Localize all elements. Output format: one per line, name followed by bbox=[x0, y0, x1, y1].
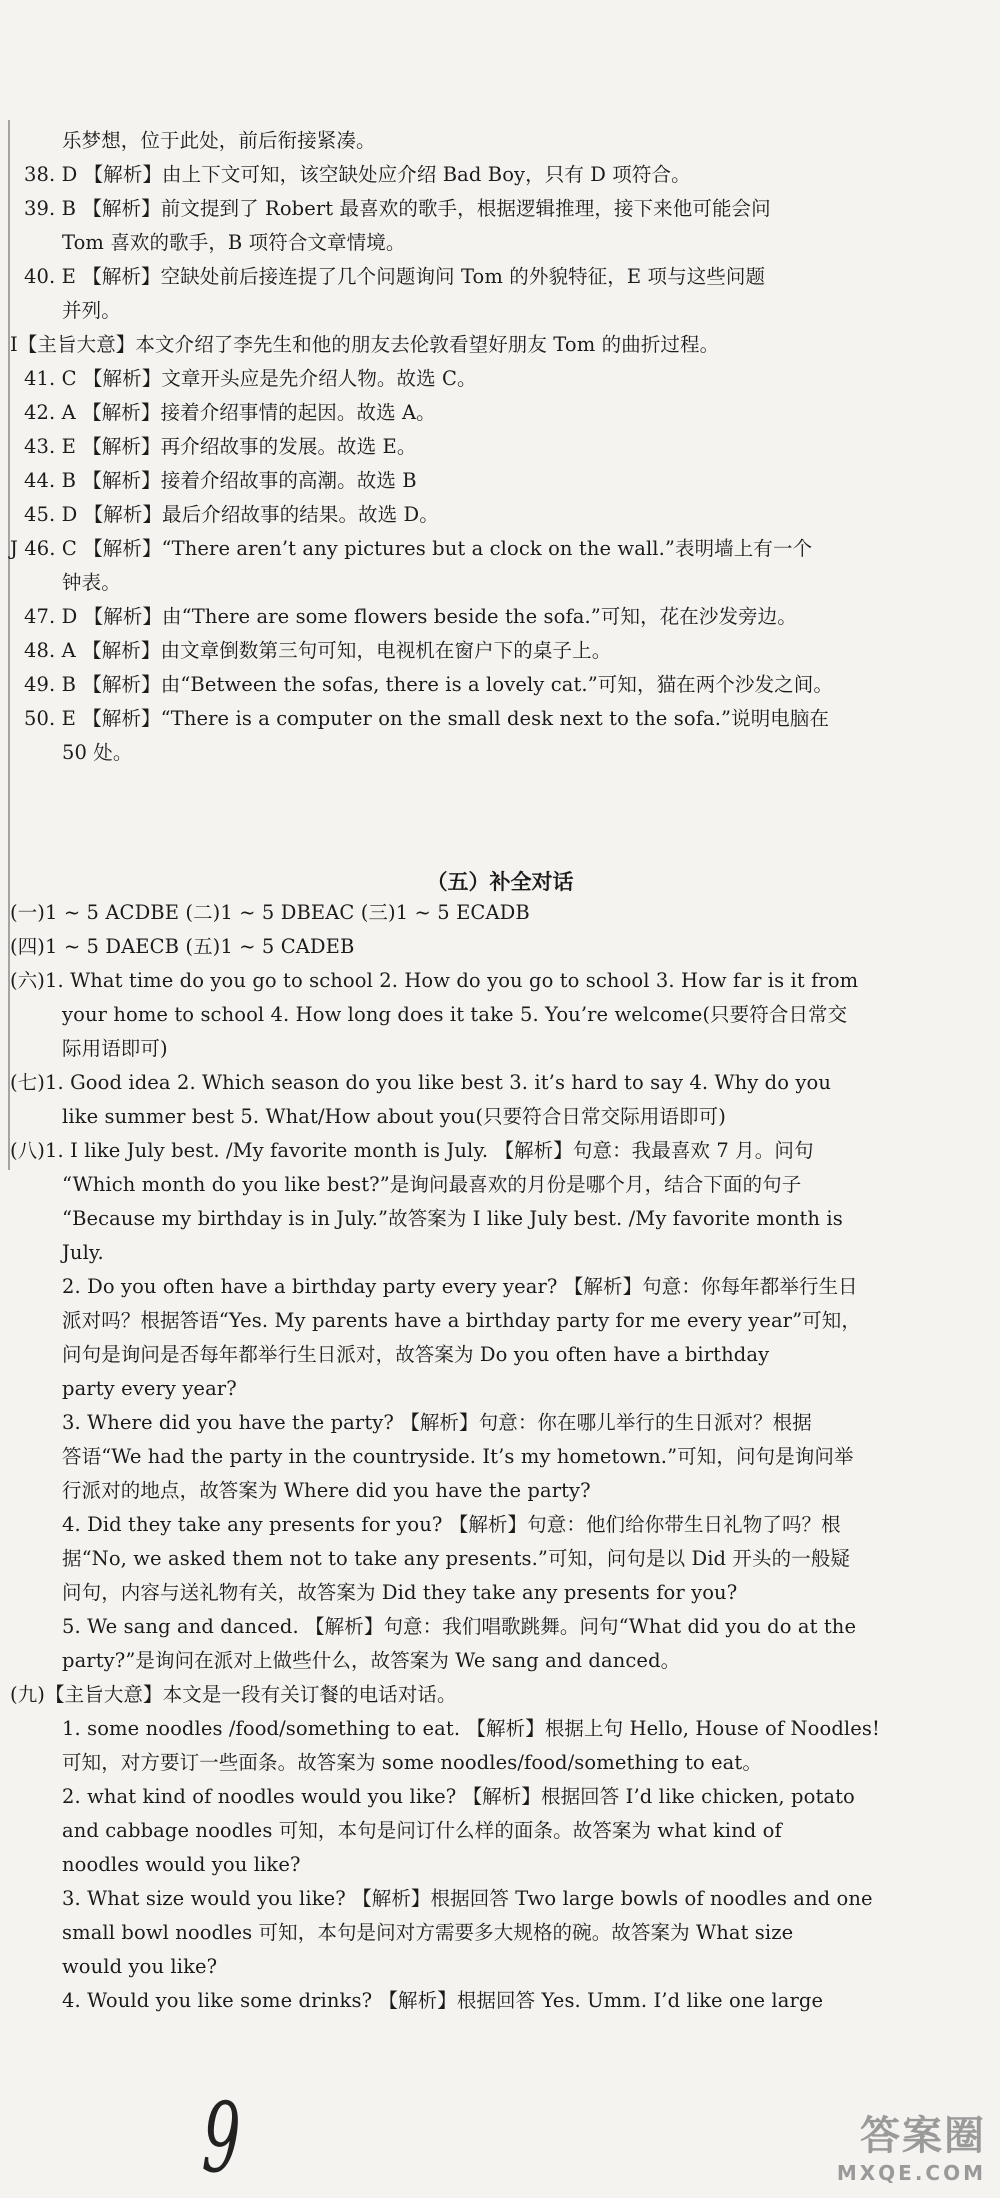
answer-line: 钟表。 bbox=[62, 571, 121, 594]
answer-line: 据“No, we asked them not to take any presents.”可知，问句是以 Did 开头的一般疑 bbox=[62, 1547, 851, 1570]
answer-line: (七)1. Good idea 2. Which season do you like best 3. it’s hard to say 4. Why do you bbox=[10, 1071, 832, 1094]
answer-line: 3. What size would you like? 【解析】根据回答 Two large bowls of noodles and one bbox=[62, 1887, 873, 1910]
answer-line: 41. C 【解析】文章开头应是先介绍人物。故选 C。 bbox=[24, 367, 477, 390]
answer-line: July. bbox=[62, 1241, 104, 1264]
answer-line: 2. what kind of noodles would you like? 【解析】根据回答 I’d like chicken, potato bbox=[62, 1785, 855, 1808]
watermark-text: 答案圈 bbox=[860, 2113, 986, 2159]
watermark-logo bbox=[837, 2104, 986, 2185]
answer-line: 47. D 【解析】由“There are some flowers beside the sofa.”可知，花在沙发旁边。 bbox=[24, 605, 797, 628]
answer-line: 48. A 【解析】由文章倒数第三句可知，电视机在窗户下的桌子上。 bbox=[24, 639, 612, 662]
answer-line: 2. Do you often have a birthday party every year? 【解析】句意：你每年都举行生日 bbox=[62, 1275, 858, 1298]
answer-line: 42. A 【解析】接着介绍事情的起因。故选 A。 bbox=[24, 401, 436, 424]
answer-line: and cabbage noodles 可知，本句是问订什么样的面条。故答案为 what kind of bbox=[62, 1819, 782, 1842]
answer-line: (九)【主旨大意】本文是一段有关订餐的电话对话。 bbox=[10, 1683, 457, 1706]
answer-line: 4. Would you like some drinks? 【解析】根据回答 Yes. Umm. I’d like one large bbox=[62, 1989, 824, 2012]
answer-line: 38. D 【解析】由上下文可知，该空缺处应介绍 Bad Boy，只有 D 项符合。 bbox=[24, 163, 691, 186]
watermark-url: MXQE.COM bbox=[836, 2161, 986, 2185]
answer-line: 可知，对方要订一些面条。故答案为 some noodles/food/something to eat。 bbox=[62, 1751, 762, 1774]
answer-line: 行派对的地点，故答案为 Where did you have the party? bbox=[62, 1479, 591, 1502]
answer-line: your home to school 4. How long does it take 5. You’re welcome(只要符合日常交 bbox=[62, 1003, 848, 1026]
answer-line: 45. D 【解析】最后介绍故事的结果。故选 D。 bbox=[24, 503, 439, 526]
answer-line: (六)1. What time do you go to school 2. How do you go to school 3. How far is it from bbox=[10, 969, 859, 992]
answer-line: 并列。 bbox=[62, 299, 121, 322]
handwritten-page-number: 9 bbox=[200, 2080, 243, 2198]
answer-line: party every year? bbox=[62, 1377, 237, 1400]
answer-line: “Because my birthday is in July.”故答案为 I like July best. /My favorite month is bbox=[62, 1207, 843, 1230]
answer-line: 50. E 【解析】“There is a computer on the small desk next to the sofa.”说明电脑在 bbox=[24, 707, 830, 730]
answer-line: 43. E 【解析】再介绍故事的发展。故选 E。 bbox=[24, 435, 417, 458]
answer-line: party?”是询问在派对上做些什么，故答案为 We sang and danced。 bbox=[62, 1649, 681, 1672]
answer-line: 答语“We had the party in the countryside. It’s my hometown.”可知，问句是询问举 bbox=[62, 1445, 854, 1468]
answer-line: 39. B 【解析】前文提到了 Robert 最喜欢的歌手，根据逻辑推理，接下来他可能会问 bbox=[24, 197, 771, 220]
answer-line: J 46. C 【解析】“There aren’t any pictures but a clock on the wall.”表明墙上有一个 bbox=[10, 537, 813, 560]
answer-line: 49. B 【解析】由“Between the sofas, there is a lovely cat.”可知，猫在两个沙发之间。 bbox=[24, 673, 833, 696]
answer-line: 3. Where did you have the party? 【解析】句意：你在哪儿举行的生日派对？根据 bbox=[62, 1411, 812, 1434]
answer-line: Tom 喜欢的歌手，B 项符合文章情境。 bbox=[62, 231, 406, 254]
answer-line: would you like? bbox=[62, 1955, 218, 1978]
answer-line: 50 处。 bbox=[62, 741, 133, 764]
answer-line: 际用语即可) bbox=[62, 1037, 168, 1060]
answer-line: 问句是询问是否每年都举行生日派对，故答案为 Do you often have a birthday bbox=[62, 1343, 770, 1366]
answer-line: small bowl noodles 可知，本句是问对方需要多大规格的碗。故答案为 What size bbox=[62, 1921, 794, 1944]
answer-line: “Which month do you like best?”是询问最喜欢的月份是哪个月，结合下面的句子 bbox=[62, 1173, 802, 1196]
answer-line: (八)1. I like July best. /My favorite month is July. 【解析】句意：我最喜欢 7 月。问句 bbox=[10, 1139, 814, 1162]
answer-line: 5. We sang and danced. 【解析】句意：我们唱歌跳舞。问句“What did you do at the bbox=[62, 1615, 857, 1638]
answer-line: (一)1 ~ 5 ACDBE (二)1 ~ 5 DBEAC (三)1 ~ 5 ECADB bbox=[10, 901, 530, 924]
answer-line: 1. some noodles /food/something to eat. 【解析】根据上句 Hello, House of Noodles! bbox=[62, 1717, 880, 1740]
answer-line: 派对吗？根据答语“Yes. My parents have a birthday party for me every year”可知， bbox=[62, 1309, 861, 1332]
answer-line: noodles would you like? bbox=[62, 1853, 301, 1876]
answer-line: 问句，内容与送礼物有关，故答案为 Did they take any presents for you? bbox=[62, 1581, 738, 1604]
section-title-complete-dialogue: （五）补全对话 bbox=[426, 870, 574, 894]
answer-line: 40. E 【解析】空缺处前后接连提了几个问题询问 Tom 的外貌特征，E 项与这些问题 bbox=[24, 265, 766, 288]
answer-line: 4. Did they take any presents for you? 【解析】句意：他们给你带生日礼物了吗？根 bbox=[62, 1513, 841, 1536]
page-binding-edge bbox=[8, 120, 10, 1170]
answer-line: I【主旨大意】本文介绍了李先生和他的朋友去伦敦看望好朋友 Tom 的曲折过程。 bbox=[10, 333, 720, 356]
answer-line: 44. B 【解析】接着介绍故事的高潮。故选 B bbox=[24, 469, 417, 492]
answer-line: (四)1 ~ 5 DAECB (五)1 ~ 5 CADEB bbox=[10, 935, 355, 958]
answer-line: 乐梦想，位于此处，前后衔接紧凑。 bbox=[62, 129, 376, 152]
answer-line: like summer best 5. What/How about you(只要符合日常交际用语即可) bbox=[62, 1105, 726, 1128]
